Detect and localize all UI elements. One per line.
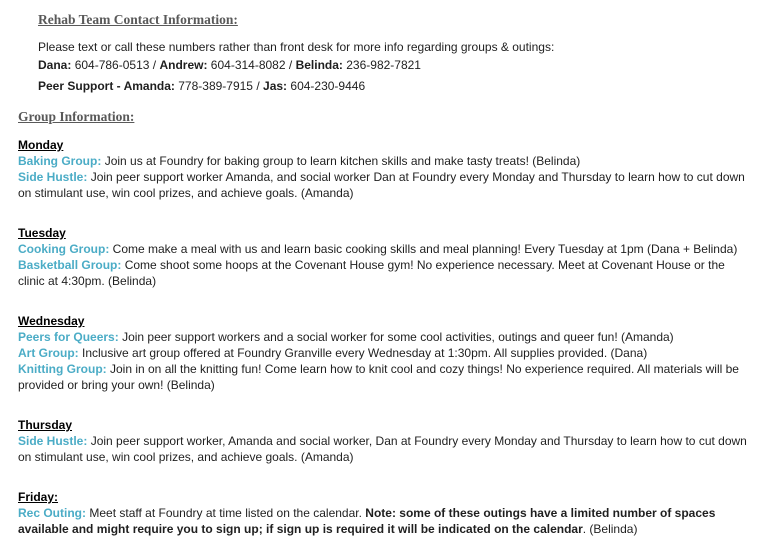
day-section-wednesday (18, 313, 754, 393)
group-line-rec-outing (18, 505, 754, 537)
contact-heading: Rehab Team Contact Information: (38, 12, 238, 27)
group-name-basketball: Basketball Group: (18, 258, 122, 272)
day-heading-wednesday: Wednesday (18, 314, 85, 328)
group-desc-art: Inclusive art group offered at Foundry Granville every Wednesday at 1:30pm. All supplies provided. (Dana) (82, 346, 648, 360)
group-desc-baking: Join us at Foundry for baking group to learn kitchen skills and make tasty treats! (Belinda) (104, 154, 581, 168)
phone-number-andrew: 604-314-8082 (210, 58, 286, 72)
day-heading-thursday: Thursday (18, 418, 73, 432)
group-info-heading: Group Information: (18, 109, 135, 124)
day-section-thursday (18, 417, 754, 465)
group-line-side-hustle-thursday (18, 433, 754, 465)
contact-name-peer-support-amanda: Peer Support - Amanda: (38, 79, 175, 93)
phone-number-dana: 604-786-0513 (74, 58, 150, 72)
day-section-tuesday (18, 225, 754, 289)
group-desc-cooking: Come make a meal with us and learn basic cooking skills and meal planning! Every Tuesday at 1pm (Dana + Belinda) (112, 242, 738, 256)
contact-section (38, 12, 754, 94)
phone-number-amanda: 778-389-7915 (178, 79, 253, 93)
group-desc-rec-outing-signoff: . (Belinda) (582, 522, 638, 536)
group-line-art (18, 345, 754, 361)
phone-number-belinda: 236-982-7821 (346, 58, 421, 72)
contact-intro: Please text or call these numbers rather than front desk for more info regarding groups & outings: (38, 40, 555, 54)
contact-name-dana: Dana: (38, 58, 72, 72)
group-line-side-hustle-monday (18, 169, 754, 201)
day-section-friday (18, 489, 754, 537)
group-desc-rec-outing-note: Note: some of these outings have a limited number of spaces available and might require you to sign up; if sign up is required it will be indicated on the calendar (18, 506, 716, 536)
day-section-monday (18, 137, 754, 201)
group-desc-side-hustle-monday: Join peer support worker Amanda, and social worker Dan at Foundry every Monday and Thursday to learn how to cut down on stimulant use, win cool prizes, and achieve goals. (Amanda) (18, 170, 745, 200)
group-name-side-hustle-monday: Side Hustle: (18, 170, 88, 184)
group-line-peers-for-queers (18, 329, 754, 345)
group-name-baking: Baking Group: (18, 154, 102, 168)
group-desc-knitting: Join in on all the knitting fun! Come learn how to knit cool and cozy things! No experience required. All materials will be provided or bring your own! (Belinda) (18, 362, 739, 392)
contact-name-belinda: Belinda: (295, 58, 343, 72)
contact-name-andrew: Andrew: (159, 58, 208, 72)
contact-phone-line-2 (38, 78, 754, 94)
group-name-knitting: Knitting Group: (18, 362, 107, 376)
group-name-art: Art Group: (18, 346, 79, 360)
group-line-knitting (18, 361, 754, 393)
group-desc-peers-for-queers: Join peer support workers and a social worker for some cool activities, outings and queer fun! (Amanda) (122, 330, 674, 344)
contact-phone-line-1 (38, 57, 754, 73)
group-line-baking (18, 153, 754, 169)
phone-number-jas: 604-230-9446 (290, 79, 366, 93)
separator-slash: / (288, 58, 293, 72)
group-name-rec-outing: Rec Outing: (18, 506, 86, 520)
group-name-side-hustle-thursday: Side Hustle: (18, 434, 88, 448)
group-name-cooking: Cooking Group: (18, 242, 110, 256)
group-desc-basketball: Come shoot some hoops at the Covenant House gym! No experience necessary. Meet at Covenant House or the clinic at 4:30pm. (Belinda) (18, 258, 725, 288)
group-desc-rec-outing: Meet staff at Foundry at time listed on the calendar. (89, 506, 362, 520)
day-heading-friday: Friday: (18, 490, 59, 504)
group-line-cooking (18, 241, 754, 257)
separator-slash: / (256, 79, 260, 93)
group-line-basketball (18, 257, 754, 289)
group-desc-side-hustle-thursday: Join peer support worker, Amanda and social worker, Dan at Foundry every Monday and Thursday to learn how to cut down on stimulant use, win cool prizes, and achieve goals. (Amanda) (18, 434, 747, 464)
day-heading-monday: Monday (18, 138, 64, 152)
day-heading-tuesday: Tuesday (18, 226, 66, 240)
contact-name-jas: Jas: (263, 79, 288, 93)
group-name-peers-for-queers: Peers for Queers: (18, 330, 119, 344)
separator-slash: / (152, 58, 157, 72)
